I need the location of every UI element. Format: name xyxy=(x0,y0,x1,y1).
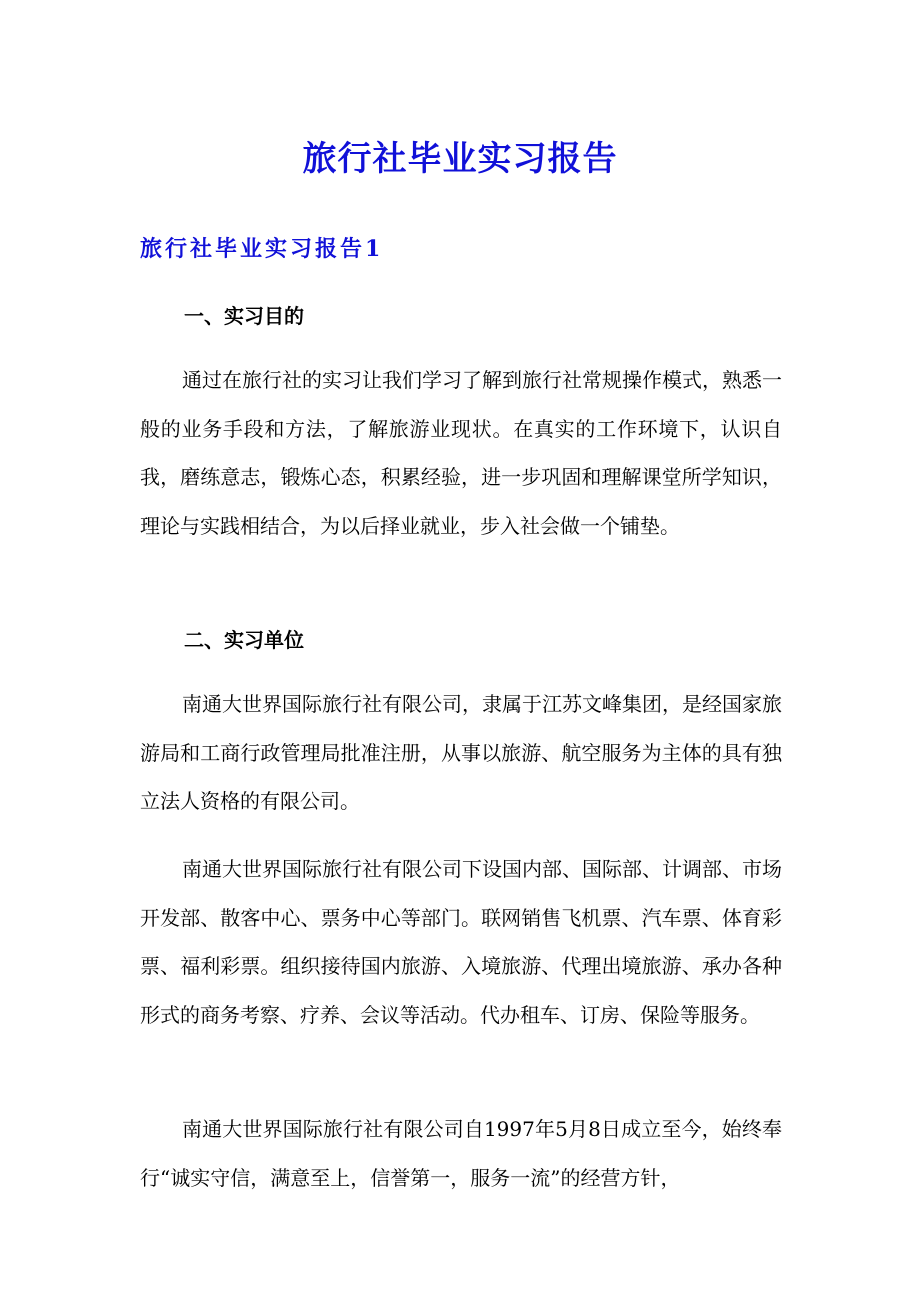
paragraph-purpose: 通过在旅行社的实习让我们学习了解到旅行社常规操作模式，熟悉一般的业务手段和方法，了解旅游业现状。在真实的工作环境下，认识自我，磨练意志，锻炼心态，积累经验，进一步巩固和理解课堂所学知识，理论与实践相结合，为以后择业就业，步入社会做一个铺垫。 xyxy=(140,368,782,538)
section-heading-unit: 二、实习单位 xyxy=(184,628,304,652)
paragraph-unit-intro: 南通大世界国际旅行社有限公司，隶属于江苏文峰集团，是经国家旅游局和工商行政管理局批准注册，从事以旅游、航空服务为主体的具有独立法人资格的有限公司。 xyxy=(140,692,782,814)
report-heading: 旅行社毕业实习报告1 xyxy=(140,236,384,262)
paragraph-unit-history: 南通大世界国际旅行社有限公司自1997年5月8日成立至今，始终奉行“诚实守信，满意至上，信誉第一，服务一流”的经营方针， xyxy=(140,1117,782,1190)
paragraph-unit-departments: 南通大世界国际旅行社有限公司下设国内部、国际部、计调部、市场开发部、散客中心、票务中心等部门。联网销售飞机票、汽车票、体育彩票、福利彩票。组织接待国内旅游、入境旅游、代理出境旅游、承办各种形式的商务考察、疗养、会议等活动。代办租车、订房、保险等服务。 xyxy=(140,857,782,1027)
document-title: 旅行社毕业实习报告 xyxy=(302,139,618,179)
section-heading-purpose: 一、实习目的 xyxy=(184,304,304,328)
